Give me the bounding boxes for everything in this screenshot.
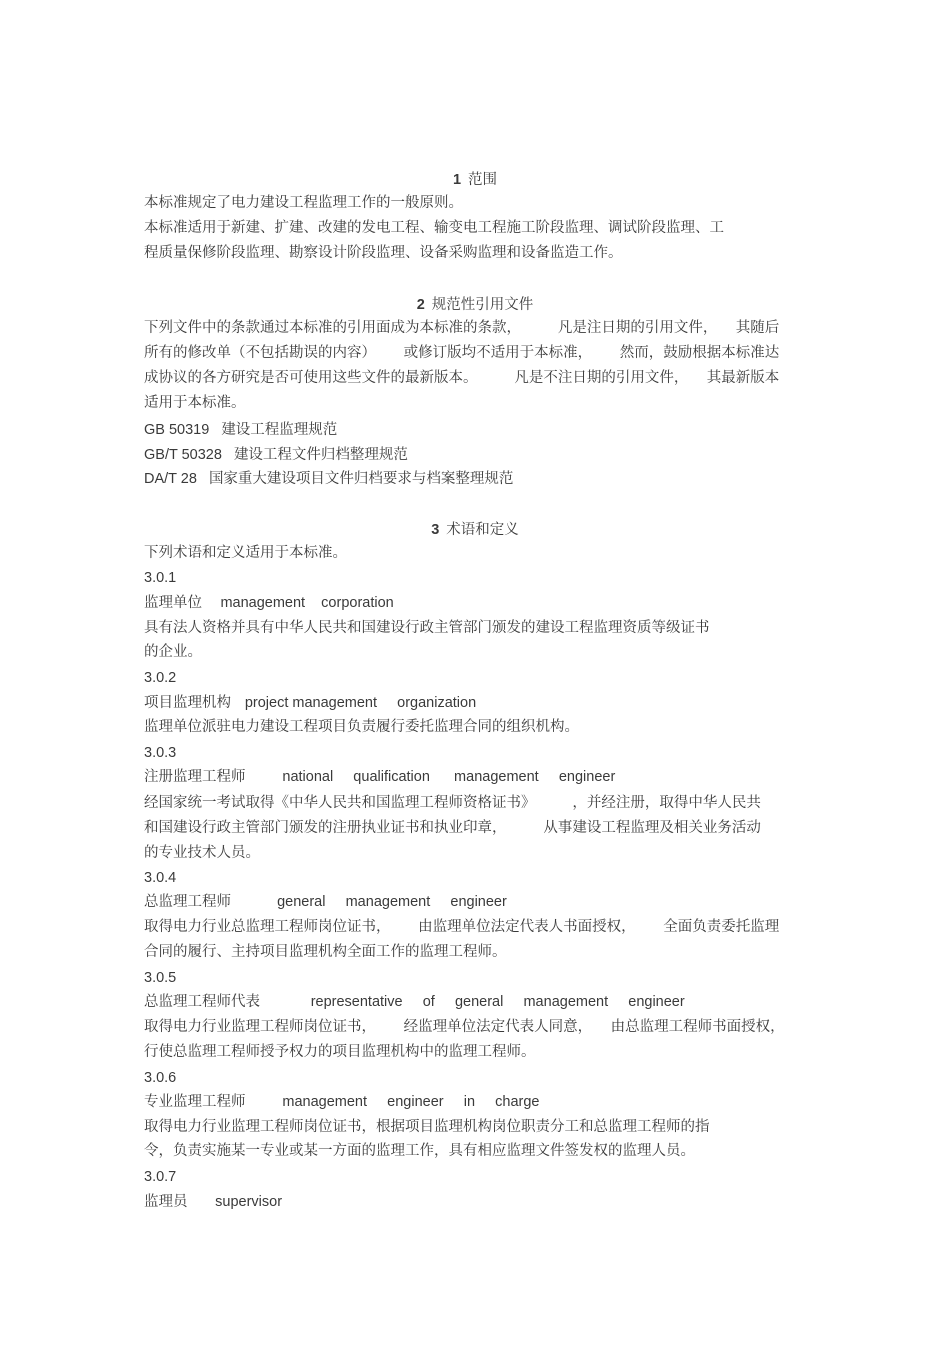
paragraph-line: 下列文件中的条款通过本标准的引用面成为本标准的条款， 凡是注日期的引用文件， 其随后 bbox=[144, 320, 780, 336]
reference-title: 建设工程监理规范 bbox=[221, 422, 338, 438]
term-name bbox=[144, 593, 394, 613]
section-2-heading bbox=[0, 295, 950, 315]
paragraph-line: 适用于本标准。 bbox=[144, 395, 246, 411]
section-title: 术语和定义 bbox=[446, 522, 519, 538]
section-title: 范围 bbox=[468, 172, 498, 188]
term-name bbox=[144, 1092, 540, 1112]
normative-reference bbox=[144, 420, 337, 440]
term-definition-line: 行使总监理工程师授予权力的项目监理机构中的监理工程师。 bbox=[144, 1044, 536, 1060]
term-name bbox=[144, 767, 615, 787]
term-zh: 项目监理机构 bbox=[144, 695, 231, 711]
term-number: 3.0.7 bbox=[144, 1169, 177, 1185]
section-title: 规范性引用文件 bbox=[431, 297, 534, 313]
term-en: representative of general management engineer bbox=[310, 994, 685, 1010]
term-en: supervisor bbox=[215, 1194, 283, 1210]
reference-title: 建设工程文件归档整理规范 bbox=[233, 447, 408, 463]
term-zh: 监理单位 bbox=[144, 595, 202, 611]
paragraph-line: 成协议的各方研究是否可使用这些文件的最新版本。 凡是不注日期的引用文件， 其最新版本 bbox=[144, 370, 780, 386]
section-number: 3 bbox=[431, 522, 440, 538]
term-en: national qualification management engineer bbox=[282, 769, 616, 785]
normative-reference bbox=[144, 469, 513, 489]
term-number: 3.0.2 bbox=[144, 670, 177, 686]
term-name bbox=[144, 992, 685, 1012]
paragraph-line: 本标准适用于新建、扩建、改建的发电工程、输变电工程施工阶段监理、调试阶段监理、工 bbox=[144, 220, 724, 236]
section-1-heading bbox=[0, 170, 950, 190]
term-number: 3.0.4 bbox=[144, 870, 177, 886]
paragraph-line: 程质量保修阶段监理、勘察设计阶段监理、设备采购监理和设备监造工作。 bbox=[144, 245, 623, 261]
reference-code: GB 50319 bbox=[144, 422, 210, 438]
term-name bbox=[144, 892, 507, 912]
term-zh: 总监理工程师 bbox=[144, 894, 231, 910]
term-definition-line: 取得电力行业监理工程师岗位证书，根据项目监理机构岗位职责分工和总监理工程师的指 bbox=[144, 1119, 710, 1135]
term-en: management engineer in charge bbox=[282, 1094, 540, 1110]
term-definition-line: 取得电力行业监理工程师岗位证书， 经监理单位法定代表人同意， 由总监理工程师书面授权， bbox=[144, 1019, 785, 1035]
term-definition-line: 取得电力行业总监理工程师岗位证书， 由监理单位法定代表人书面授权， 全面负责委托监理 bbox=[144, 919, 780, 935]
reference-title: 国家重大建设项目文件归档要求与档案整理规范 bbox=[208, 471, 514, 487]
section-number: 2 bbox=[416, 297, 425, 313]
term-name bbox=[144, 693, 476, 713]
section-intro: 下列术语和定义适用于本标准。 bbox=[144, 545, 347, 561]
term-zh: 监理员 bbox=[144, 1194, 188, 1210]
term-definition-line: 的专业技术人员。 bbox=[144, 845, 260, 861]
paragraph-line: 本标准规定了电力建设工程监理工作的一般原则。 bbox=[144, 195, 463, 211]
term-en: management corporation bbox=[220, 595, 394, 611]
term-name bbox=[144, 1192, 282, 1212]
term-en: general management engineer bbox=[277, 894, 507, 910]
term-number: 3.0.5 bbox=[144, 970, 177, 986]
term-definition-line: 的企业。 bbox=[144, 644, 202, 660]
term-zh: 专业监理工程师 bbox=[144, 1094, 246, 1110]
paragraph-line: 所有的修改单（不包括勘误的内容） 或修订版均不适用于本标准， 然而，鼓励根据本标准达 bbox=[144, 345, 780, 361]
term-number: 3.0.3 bbox=[144, 745, 177, 761]
normative-reference bbox=[144, 445, 408, 465]
term-en: project management organization bbox=[244, 695, 477, 711]
reference-code: GB/T 50328 bbox=[144, 447, 222, 463]
section-3-heading bbox=[0, 520, 950, 540]
term-definition-line: 经国家统一考试取得《中华人民共和国监理工程师资格证书》 ，并经注册，取得中华人民共 bbox=[144, 795, 761, 811]
term-definition-line: 监理单位派驻电力建设工程项目负责履行委托监理合同的组织机构。 bbox=[144, 719, 579, 735]
term-zh: 总监理工程师代表 bbox=[144, 994, 260, 1010]
term-definition-line: 具有法人资格并具有中华人民共和国建设行政主管部门颁发的建设工程监理资质等级证书 bbox=[144, 620, 710, 636]
term-definition-line: 和国建设行政主管部门颁发的注册执业证书和执业印章， 从事建设工程监理及相关业务活动 bbox=[144, 820, 761, 836]
term-number: 3.0.6 bbox=[144, 1070, 177, 1086]
term-zh: 注册监理工程师 bbox=[144, 769, 246, 785]
term-definition-line: 令，负责实施某一专业或某一方面的监理工作，具有相应监理文件签发权的监理人员。 bbox=[144, 1143, 695, 1159]
term-definition-line: 合同的履行、主持项目监理机构全面工作的监理工程师。 bbox=[144, 944, 507, 960]
section-number: 1 bbox=[452, 172, 462, 188]
reference-code: DA/T 28 bbox=[144, 471, 197, 487]
term-number: 3.0.1 bbox=[144, 570, 177, 586]
